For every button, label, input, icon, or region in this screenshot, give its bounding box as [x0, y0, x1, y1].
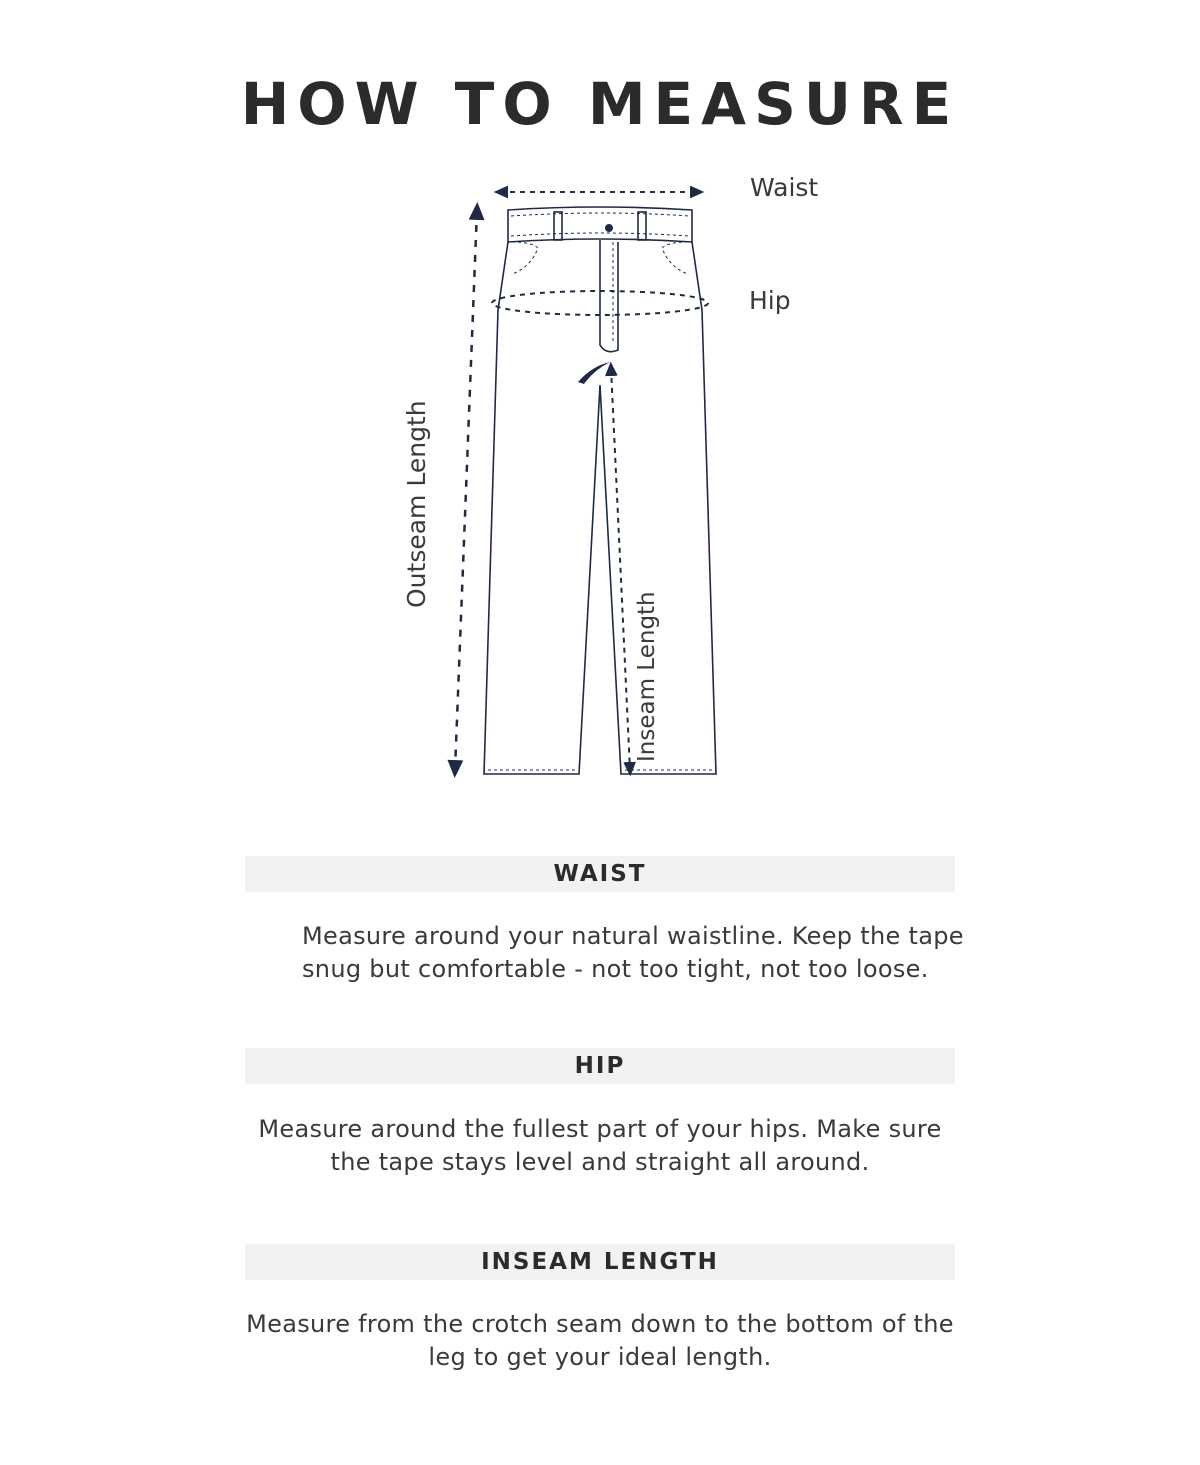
hip-label: Hip: [749, 286, 791, 315]
description-line: Measure around the fullest part of your hips. Make sure: [258, 1115, 942, 1143]
jeans-diagram-icon: [380, 170, 840, 810]
crotch-mark: [578, 362, 610, 384]
waist-heading: WAIST: [245, 856, 955, 892]
description-line: the tape stays level and straight all around.: [330, 1148, 870, 1176]
hip-description: [245, 1113, 955, 1179]
description-line: Measure from the crotch seam down to the bottom of the: [246, 1310, 954, 1338]
waist-description: [245, 920, 964, 986]
outseam-arrow: [455, 210, 477, 770]
description-line: snug but comfortable - not too tight, not too loose.: [302, 955, 929, 983]
hip-heading: HIP: [245, 1048, 955, 1084]
outseam-label: Outseam Length: [402, 400, 431, 608]
description-line: Measure around your natural waistline. Keep the tape: [302, 922, 964, 950]
inseam-description: [245, 1308, 955, 1374]
measurement-diagram: [380, 170, 840, 810]
description-line: leg to get your ideal length.: [428, 1343, 772, 1371]
jeans-outline: [484, 207, 716, 774]
button-icon: [605, 224, 613, 232]
inseam-arrow: [611, 368, 630, 770]
inseam-heading: INSEAM LENGTH: [245, 1244, 955, 1280]
page-title: HOW TO MEASURE: [240, 70, 960, 138]
inseam-label: Inseam Length: [634, 591, 660, 762]
waist-label: Waist: [750, 173, 819, 202]
